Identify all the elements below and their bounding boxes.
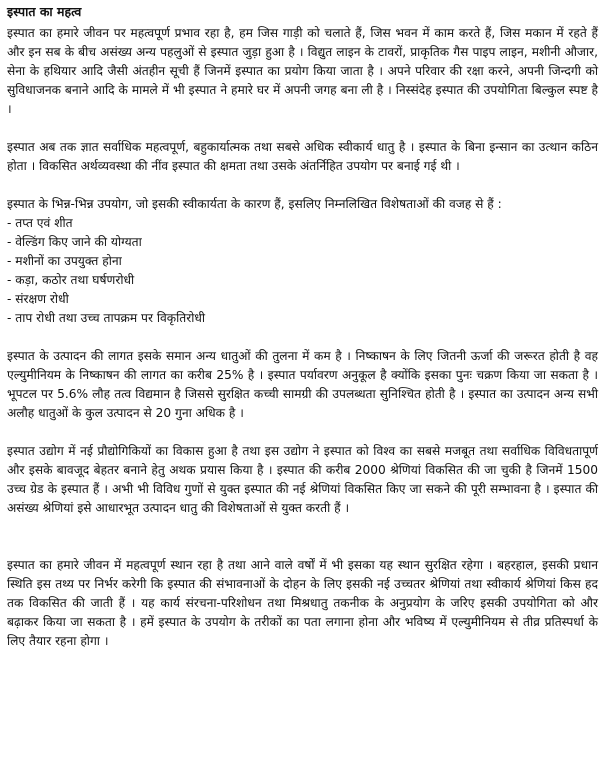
paragraph-3: इस्पात के भिन्न-भिन्न उपयोग, जो इसकी स्वीकार्यता के कारण हैं, इसलिए निम्नलिखित विशेषताओं की वजह से हैं : xyxy=(7,197,502,211)
list-item: - संरक्षण रोधी xyxy=(7,290,598,309)
document-title: इस्पात का महत्व xyxy=(7,4,82,19)
list-item: - ताप रोधी तथा उच्च तापक्रम पर विकृतिरोधी xyxy=(7,309,598,328)
spacer xyxy=(7,423,598,442)
list-item: - मशीनों का उपयुक्त होना xyxy=(7,252,598,271)
list-item: - कड़ा, कठोर तथा घर्षणरोधी xyxy=(7,271,598,290)
list-item: - वेल्डिंग किए जाने की योग्यता xyxy=(7,233,598,252)
spacer xyxy=(7,328,598,347)
spacer xyxy=(7,176,598,195)
paragraph-1: इस्पात का हमारे जीवन पर महत्वपूर्ण प्रभाव रहा है, हम जिस गाड़ी को चलाते हैं, जिस भवन में काम करते हैं, जिस मकान में रहते हैं और इन सब के बीच असंख्य अन्य पहलुओं से इस्पात जुड़ा हुआ है । विद्युत लाइन के टावरों, प्राकृतिक गैस पाइप लाइन, मशीनी औजार, सेना के हथियार आदि जैसी अंतहीन सूची हैं जिनमें इस्पात का प्रयोग किया जाता है । अपने परिवार की रक्षा करने, अपनी जिन्दगी को सुविधाजनक बनाने आदि के मामले में भी इस्पात ने हमारे घर में अपनी जगह बना ली है । निस्संदेह इस्पात की उपयोगिता बिल्कुल स्पष्ट है । xyxy=(7,26,598,116)
spacer xyxy=(7,119,598,138)
paragraph-6: इस्पात का हमारे जीवन में महत्वपूर्ण स्थान रहा है तथा आने वाले वर्षों में भी इसका यह स्थान सुरक्षित रहेगा । बहरहाल, इसकी प्रधान स्थिति इस तथ्य पर निर्भर करेगी कि इस्पात की संभावनाओं के दोहन के लिए इसकी नई उच्चतर श्रेणियां तथा स्वीकार्य श्रेणियां किस हद तक विकसित की जाती हैं । यह कार्य संरचना-परिशोधन तथा मिश्रधातु तकनीक के अनुप्रयोग के जरिए इसकी उपयोगिता को और बढ़ाकर किया जा सकता है । हमें इस्पात के उपयोग के तरीकों का पता लगाना होना और भविष्य में एल्युमीनियम से तीव्र प्रतिस्पर्धा के लिए तैयार रहना होगा । xyxy=(7,558,598,648)
list-item: - तप्त एवं शीत xyxy=(7,214,598,233)
paragraph-5: इस्पात उद्योग में नई प्रौद्योगिकियों का विकास हुआ है तथा इस उद्योग ने इस्पात को विश्व का सबसे मजबूत तथा सर्वाधिक विविधतापूर्ण और इसके बावजूद बेहतर बनाने हेतु अथक प्रयास किया है । इस्पात की करीब 2000 श्रेणियां विकसित की जा चुकी है जिनमें 1500 उच्च ग्रेड के इस्पात हैं । अभी भी विविध गुणों से युक्त इस्पात की नई श्रेणियां विकसित किए जा सकने की पूरी सम्भावना है । इस्पात की असंख्य श्रेणियां इसे आधारभूत उत्पादन धातु की विशेषताओं से युक्त करती हैं । xyxy=(7,444,598,515)
features-list xyxy=(7,214,598,328)
paragraph-4: इस्पात के उत्पादन की लागत इसके समान अन्य धातुओं की तुलना में कम है । निष्काषन के लिए जितनी ऊर्जा की जरूरत होती है वह एल्युमीनियम के निष्काषन की लागत का करीब 25% है । इस्पात पर्यावरण अनुकूल है क्योंकि इसका पुनः चक्रण किया जा सकता है । भूपटल पर 5.6% लौह तत्व विद्यमान है जिससे सुरक्षित कच्ची सामग्री की उपलब्धता सुनिश्चित होती है । इस्पात का उत्पादन अन्य सभी अलौह धातुओं के कुल उत्पादन से 20 गुना अधिक है । xyxy=(7,349,598,420)
spacer xyxy=(7,518,598,556)
paragraph-2: इस्पात अब तक ज्ञात सर्वाधिक महत्वपूर्ण, बहुकार्यात्मक तथा सबसे अधिक स्वीकार्य धातु है । इस्पात के बिना इन्सान का उत्थान कठिन होता । विकसित अर्थव्यवस्था की नींव इस्पात की क्षमता तथा उसके अंतर्निहित उपयोग पर बनाई गई थी । xyxy=(7,140,598,173)
